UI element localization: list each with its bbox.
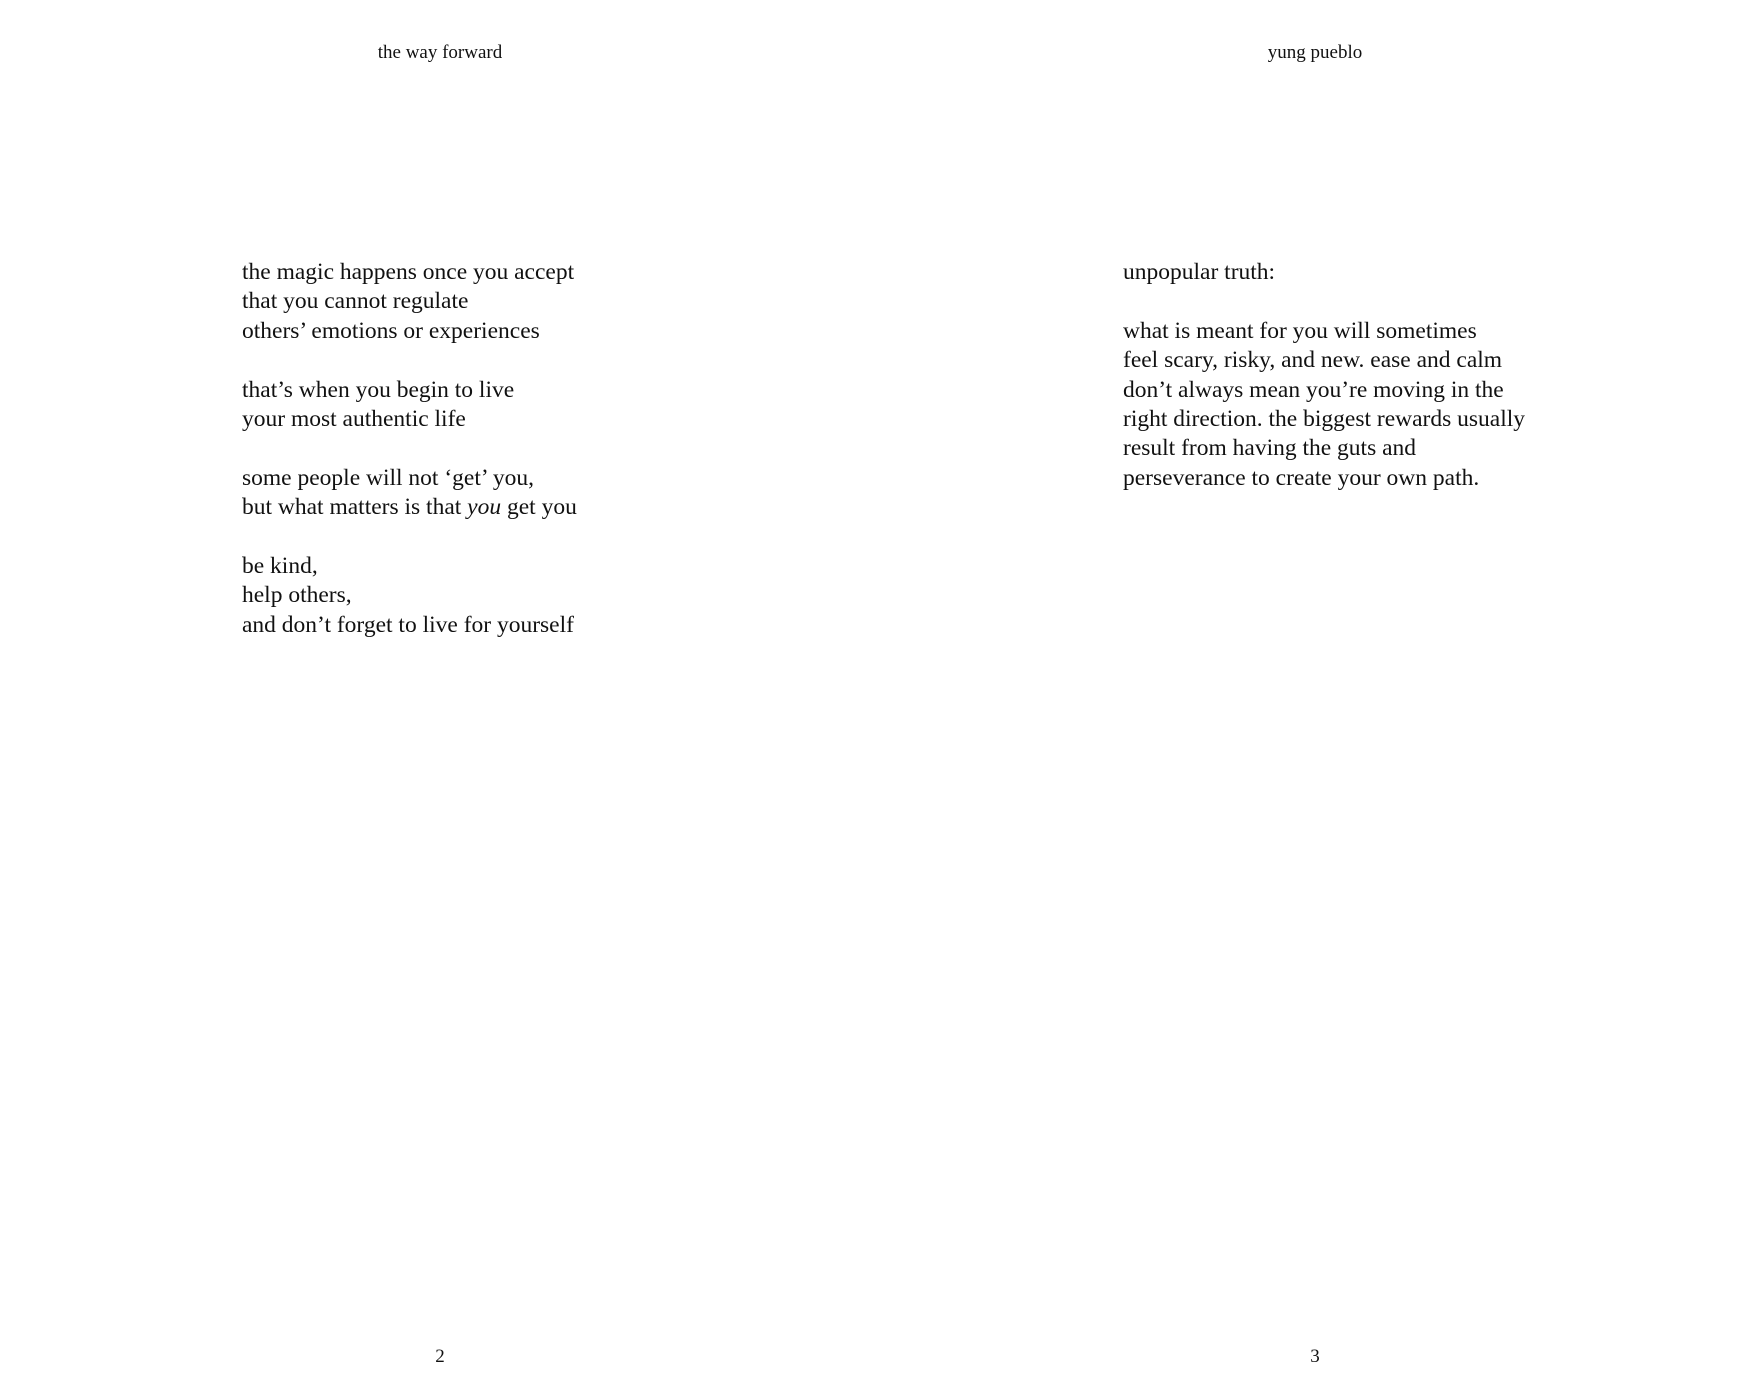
poem-line: that’s when you begin to live [242,376,515,403]
stanza-break [242,523,577,552]
poem-line: perseverance to create your own path. [1123,464,1480,491]
running-head-author: yung pueblo [1267,42,1363,63]
poem-line: don’t always mean you’re moving in the [1123,376,1504,403]
line-text-after: get you [501,494,577,521]
right-page [875,0,1750,1400]
poem-line: and don’t forget to live for yourself [242,611,574,638]
poem-line: feel scary, risky, and new. ease and calm [1123,347,1503,374]
stanza-break [242,434,577,463]
poem-line: some people will not ‘get’ you, [242,464,534,491]
poem-line: right direction. the biggest rewards usually [1123,405,1526,432]
poem-text [1123,258,1525,493]
poem-line: what is meant for you will sometimes [1123,317,1477,344]
stanza-break [242,346,577,375]
poem-line: help others, [242,582,352,609]
poem-line: your most authentic life [242,405,466,432]
poem-line: be kind, [242,552,318,579]
emphasized-word: you [467,494,502,521]
poem-line: that you cannot regulate [242,288,469,315]
poem-text [242,258,577,640]
running-head-title: the way forward [377,42,503,63]
poem-line: others’ emotions or experiences [242,317,540,344]
line-text-before: but what matters is that [242,494,468,521]
poem-line: result from having the guts and [1123,435,1417,462]
poem-heading: unpopular truth: [1123,259,1276,285]
page-number: 3 [1310,1346,1320,1367]
poem-line: the magic happens once you accept [242,259,575,285]
stanza-break [1123,287,1525,316]
page-number: 2 [435,1346,445,1367]
poem-line-emphasis [242,493,577,522]
